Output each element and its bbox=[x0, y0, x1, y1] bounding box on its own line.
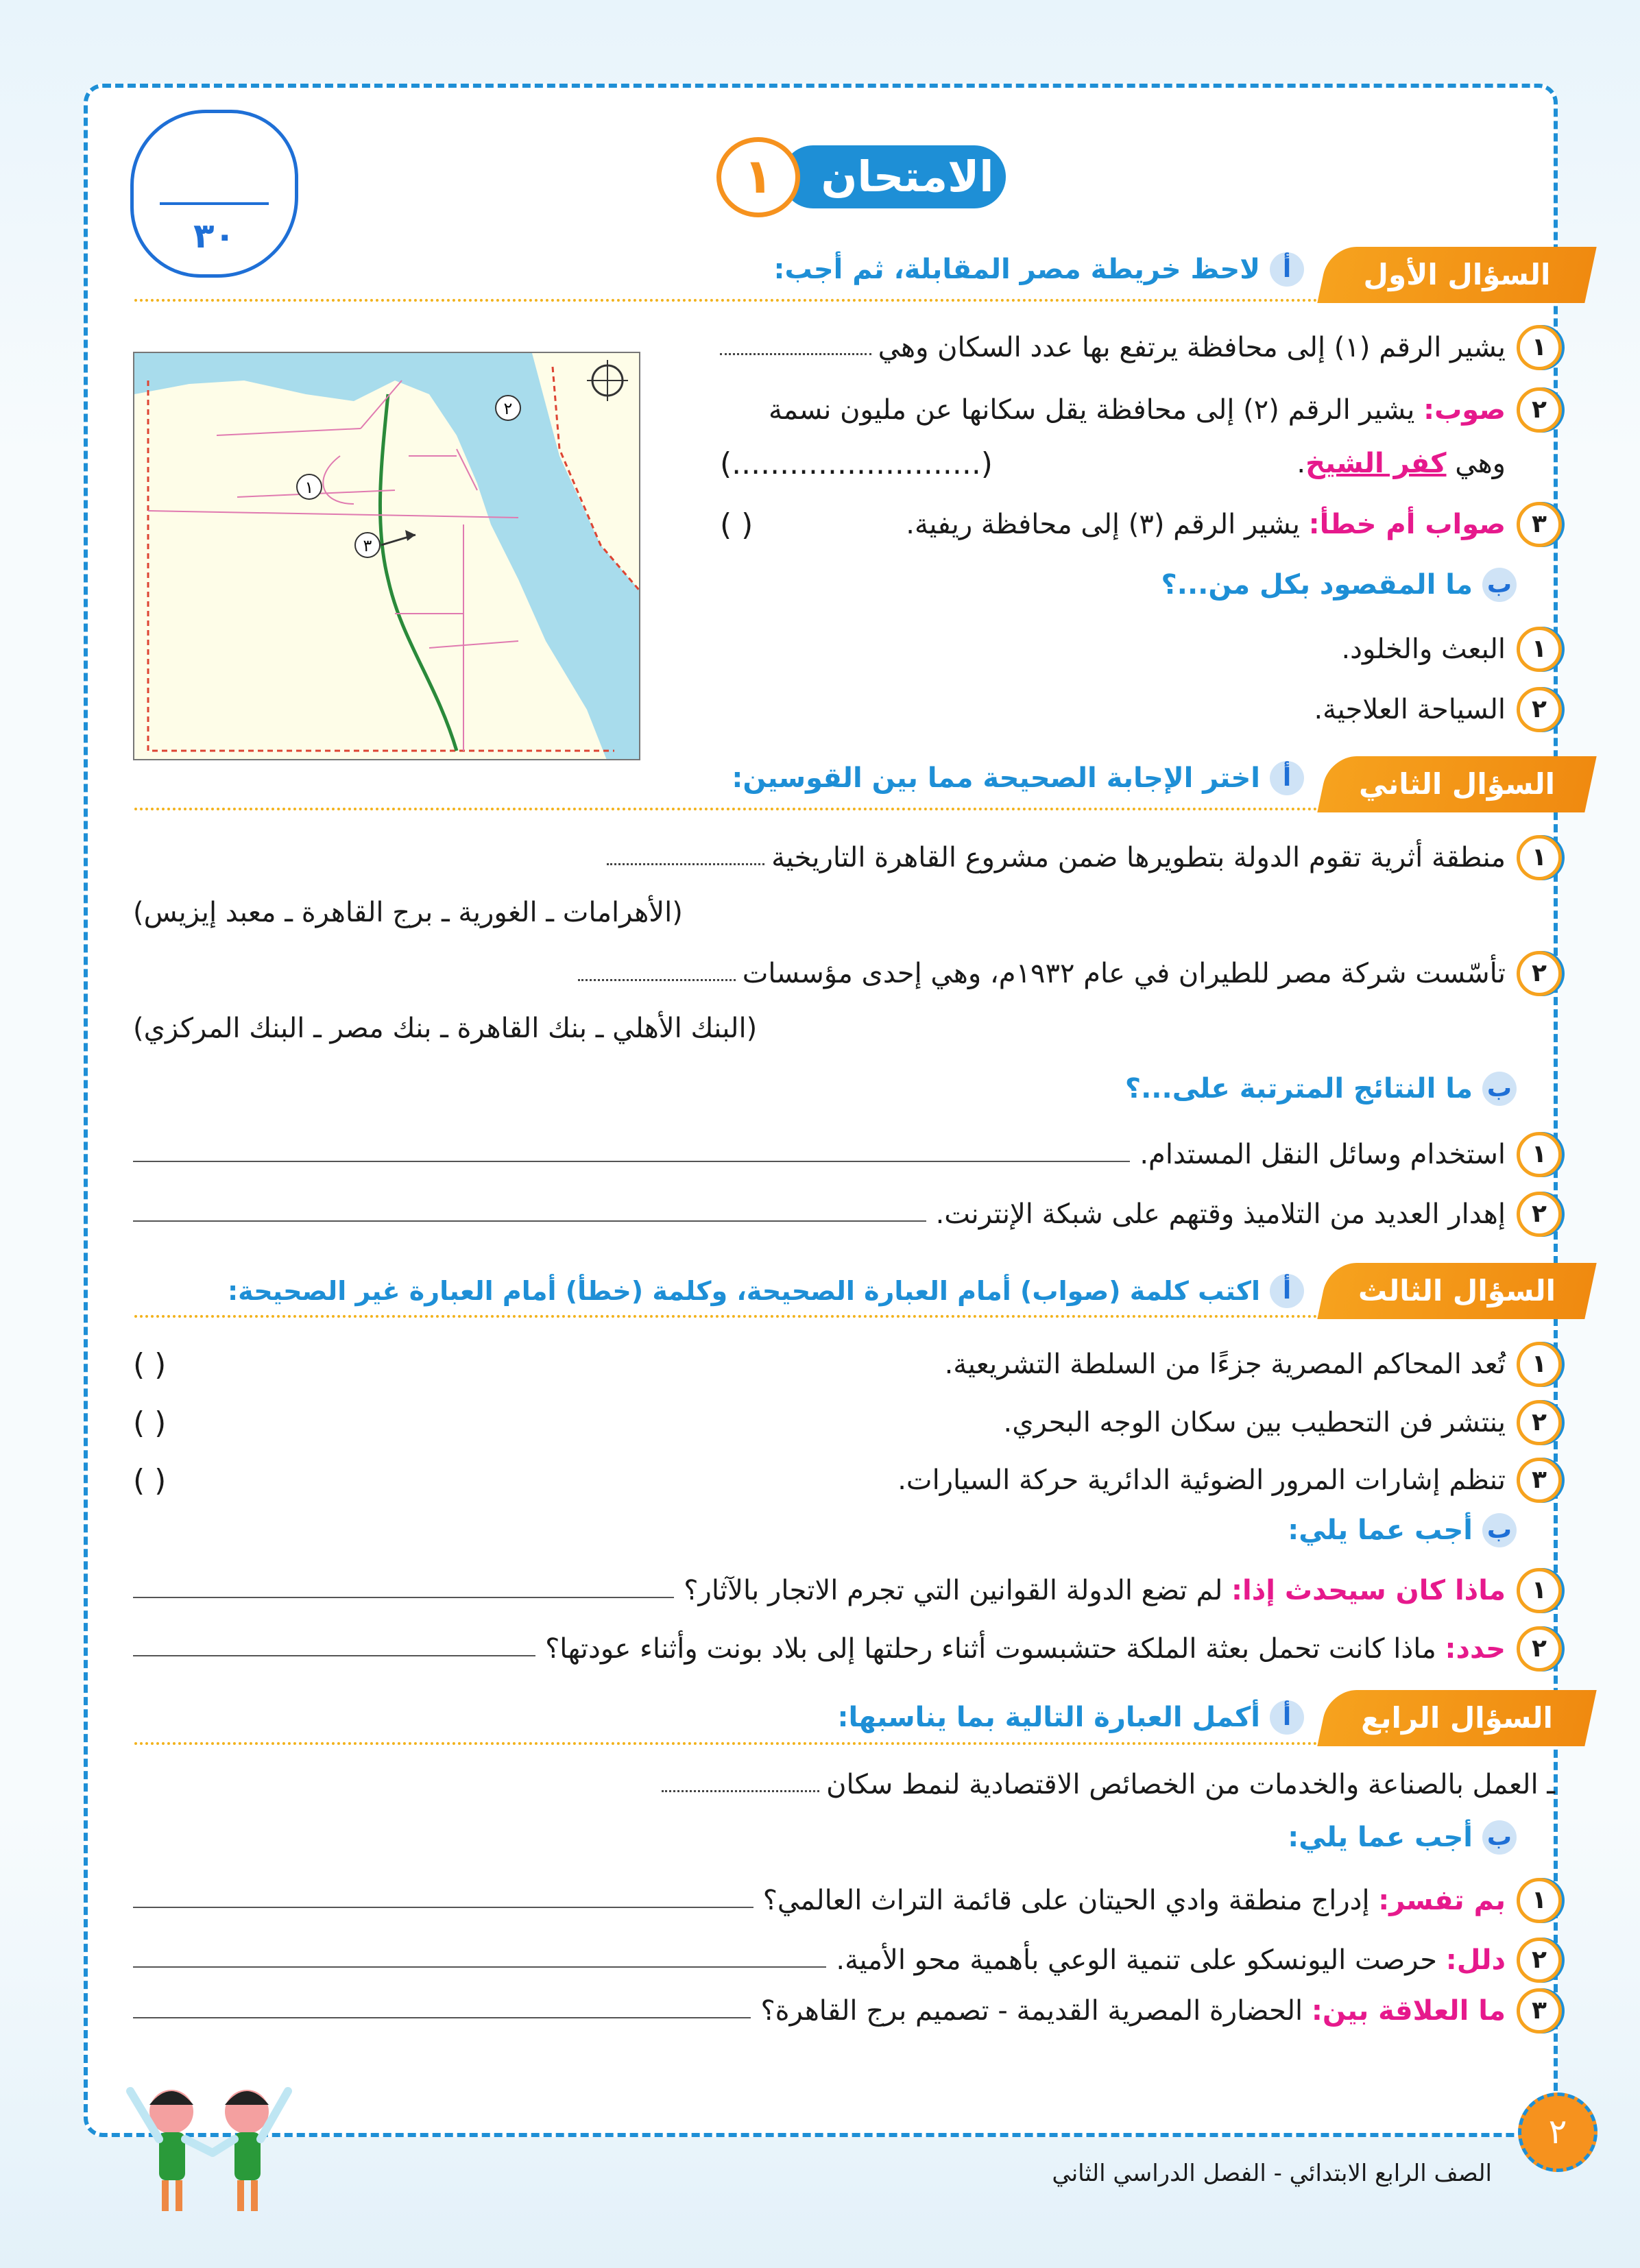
q4-b-item-2: ٢ دلل: حرصت اليونسكو على تنمية الوعي بأهمية محو الأمية. bbox=[133, 1936, 1562, 1984]
q2-b-item-1: ١ استخدام وسائل النقل المستدام. bbox=[133, 1131, 1562, 1179]
divider bbox=[134, 1742, 1318, 1745]
answer-field[interactable]: (..........................) bbox=[720, 446, 993, 481]
q1-item-2-cont: وهي كفر الشيخ . (..........................) bbox=[720, 446, 1506, 481]
map-label-3: ٣ bbox=[363, 536, 372, 555]
exam-title bbox=[716, 137, 1006, 217]
footer-grade: الصف الرابع الابتدائي - الفصل الدراسي الثاني bbox=[1052, 2160, 1492, 2187]
q2-item-2: ٢ تأسّست شركة مصر للطيران في عام ١٩٣٢م، وهي إحدى مؤسسات bbox=[133, 950, 1562, 998]
q3-item-3: ٣ تنظم إشارات المرور الضوئية الدائرية حركة السيارات. ( ) bbox=[133, 1456, 1562, 1504]
q1-header: السؤال الأول bbox=[1317, 247, 1596, 303]
q3-item-2: ٢ ينتشر فن التحطيب بين سكان الوجه البحري. ( ) bbox=[133, 1399, 1562, 1447]
q3-a-title: أ اكتب كلمة (صواب) أمام العبارة الصحيحة، وكلمة (خطأ) أمام العبارة غير الصحيحة: bbox=[228, 1274, 1304, 1308]
q2-b-item-2: ٢ إهدار العديد من التلاميذ وقتهم على شبكة الإنترنت. bbox=[133, 1190, 1562, 1238]
q1-a-title: أ لاحظ خريطة مصر المقابلة، ثم أجب: bbox=[773, 252, 1304, 287]
q4-header: السؤال الرابع bbox=[1317, 1690, 1596, 1746]
q4-a-title: أ أكمل العبارة التالية بما يناسبها: bbox=[838, 1700, 1304, 1735]
q2-a-title: أ اختر الإجابة الصحيحة مما بين القوسين: bbox=[732, 761, 1304, 795]
q4-b-title: ب أجب عما يلي: bbox=[1288, 1820, 1517, 1855]
kids-illustration bbox=[117, 2064, 309, 2221]
answer-blank[interactable] bbox=[662, 1790, 819, 1792]
answer-line[interactable] bbox=[133, 1907, 753, 1908]
q3-b-title: ب أجب عما يلي: bbox=[1288, 1513, 1517, 1547]
answer-blank[interactable] bbox=[607, 863, 764, 865]
q3-b-item-1: ١ ماذا كان سيحدث إذا: لم تضع الدولة القوانين التي تجرم الاتجار بالآثار؟ bbox=[133, 1567, 1562, 1615]
divider bbox=[134, 808, 1318, 810]
answer-line[interactable] bbox=[133, 1220, 926, 1222]
answer-line[interactable] bbox=[133, 1161, 1130, 1162]
answer-field[interactable]: ( ) bbox=[720, 507, 753, 542]
q4-b-item-3: ٣ ما العلاقة بين: الحضارة المصرية القديمة - تصميم برج القاهرة؟ bbox=[133, 1987, 1562, 2035]
q2-b-title: ب ما النتائج المترتبة على...؟ bbox=[1125, 1072, 1517, 1106]
exam-number: ١ bbox=[716, 137, 800, 217]
answer-blank[interactable] bbox=[720, 353, 871, 355]
q4-line: ـ العمل بالصناعة والخدمات من الخصائص الاقتصادية لنمط سكان bbox=[548, 1761, 1562, 1809]
q1-b-title: ب ما المقصود بكل من...؟ bbox=[1161, 568, 1517, 602]
divider bbox=[134, 1315, 1318, 1318]
answer-field[interactable]: ( ) bbox=[133, 1405, 167, 1440]
score-line bbox=[160, 202, 269, 205]
answer-line[interactable] bbox=[133, 1597, 674, 1598]
answer-field[interactable]: ( ) bbox=[133, 1347, 167, 1382]
q2-header: السؤال الثاني bbox=[1317, 756, 1596, 812]
q1-item-3: ٣ صواب أم خطأ: يشير الرقم (٣) إلى محافظة ريفية. ( ) bbox=[720, 500, 1562, 548]
q1-item-1: ١ يشير الرقم (١) إلى محافظة يرتفع بها عدد السكان وهي bbox=[720, 324, 1562, 372]
answer-blank[interactable] bbox=[578, 979, 736, 981]
exam-title-text: الامتحان bbox=[782, 145, 1006, 208]
answer-field[interactable]: ( ) bbox=[133, 1462, 167, 1498]
answer-line[interactable] bbox=[133, 2017, 751, 2018]
q2-item-1: ١ منطقة أثرية تقوم الدولة بتطويرها ضمن مشروع القاهرة التاريخية bbox=[133, 834, 1562, 882]
q4-b-item-1: ١ بم تفسر: إدراج منطقة وادي الحيتان على قائمة التراث العالمي؟ bbox=[133, 1877, 1562, 1925]
q3-b-item-2: ٢ حدد: ماذا كانت تحمل بعثة الملكة حتشبسوت أثناء رحلتها إلى بلاد بونت وأثناء عودتها؟ bbox=[133, 1625, 1562, 1673]
q1-b-item-1: ١ البعث والخلود. bbox=[720, 625, 1562, 673]
map-label-2: ٢ bbox=[503, 399, 513, 418]
q1-item-2: ٢ صوب: يشير الرقم (٢) إلى محافظة يقل سكانها عن مليون نسمة bbox=[720, 386, 1562, 434]
egypt-map bbox=[133, 352, 640, 760]
q2-item-2-options: (البنك الأهلي ـ بنك القاهرة ـ بنك مصر ـ البنك المركزي) bbox=[133, 1013, 758, 1044]
q3-item-1: ١ تُعد المحاكم المصرية جزءًا من السلطة التشريعية. ( ) bbox=[133, 1340, 1562, 1388]
q2-item-1-options: (الأهرامات ـ الغورية ـ برج القاهرة ـ معبد إيزيس) bbox=[133, 897, 683, 928]
answer-line[interactable] bbox=[133, 1966, 826, 1968]
q3-header: السؤال الثالث bbox=[1317, 1263, 1596, 1319]
q1-b-item-2: ٢ السياحة العلاجية. bbox=[720, 686, 1562, 734]
divider bbox=[134, 299, 1318, 302]
answer-line[interactable] bbox=[133, 1655, 535, 1656]
score-box bbox=[130, 110, 298, 278]
score-total: ٣٠ bbox=[193, 216, 236, 256]
map-label-1: ١ bbox=[304, 478, 314, 497]
page-number: ٢ bbox=[1518, 2092, 1597, 2172]
